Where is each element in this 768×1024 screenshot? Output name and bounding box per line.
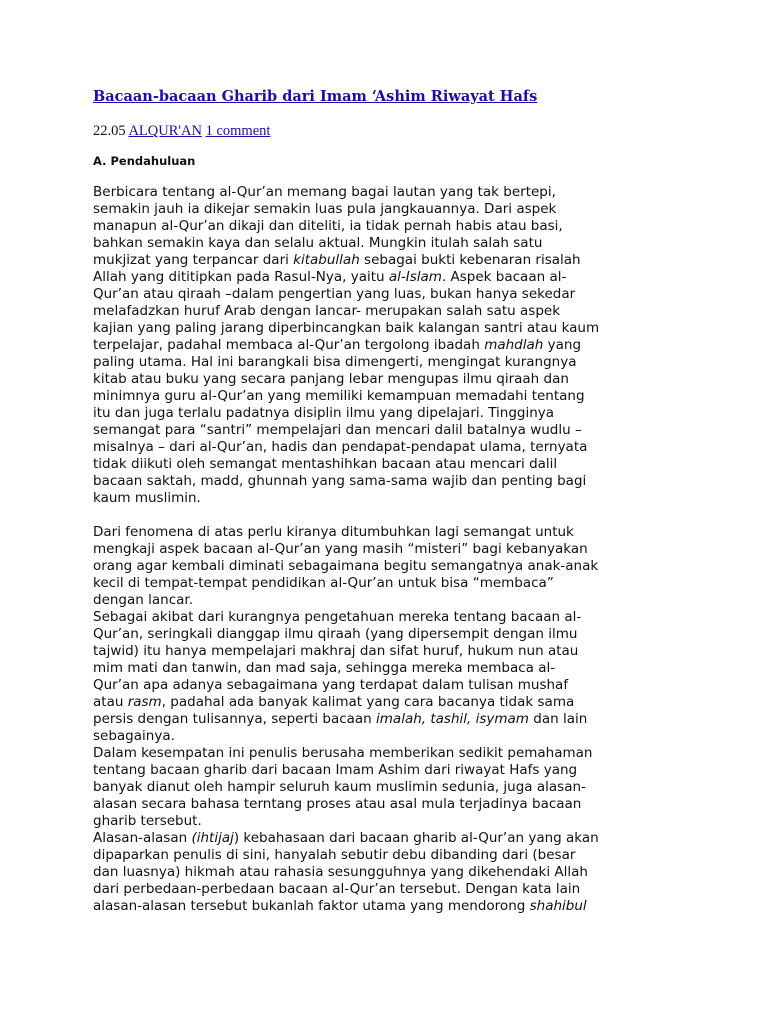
text-segment: banyak dianut oleh hampir seluruh kaum muslimin sedunia, juga alasan-	[93, 779, 586, 795]
text-line	[93, 660, 683, 677]
text-line	[93, 813, 683, 830]
text-line	[93, 286, 683, 303]
text-line	[93, 898, 683, 915]
text-segment: mukjizat yang terpancar dari	[93, 252, 294, 268]
text-line	[93, 745, 683, 762]
text-line	[93, 337, 683, 354]
text-line	[93, 609, 683, 626]
text-segment: atau	[93, 694, 128, 710]
text-line	[93, 677, 683, 694]
text-line	[93, 626, 683, 643]
italic-term: al-Islam	[388, 269, 442, 285]
text-segment: persis dengan tulisannya, seperti bacaan	[93, 711, 377, 727]
text-segment: Alasan-alasan	[93, 830, 192, 846]
text-segment: alasan secara bahasa terntang proses atau asal mula terjadinya bacaan	[93, 796, 582, 812]
text-line	[93, 881, 683, 898]
text-segment: Qur’an, seringkali dianggap ilmu qiraah (yang dipersempit dengan ilmu	[93, 626, 578, 642]
text-segment: tidak diikuti oleh semangat mentashihkan bacaan atau mencari dalil	[93, 456, 558, 472]
text-line	[93, 320, 683, 337]
italic-term: kitabullah	[293, 252, 360, 268]
text-segment: sebagai bukti kebenaran risalah	[359, 252, 581, 268]
text-segment: dari perbedaan-perbedaan bacaan al-Qur’an tersebut. Dengan kata lain	[93, 881, 581, 897]
text-segment: Allah yang dititipkan pada Rasul-Nya, yaitu	[93, 269, 389, 285]
text-segment: , padahal ada banyak kalimat yang cara bacanya tidak sama	[161, 694, 575, 710]
text-segment: terpelajar, padahal membaca al-Qur’an tergolong ibadah	[93, 337, 485, 353]
text-segment: Sebagai akibat dari kurangnya pengetahuan mereka tentang bacaan al-	[93, 609, 582, 625]
text-segment: manapun al-Qur’an dikaji dan diteliti, ia tidak pernah habis atau basi,	[93, 218, 563, 234]
text-line	[93, 422, 683, 439]
text-segment: Berbicara tentang al-Qur’an memang bagai lautan yang tak bertepi,	[93, 184, 556, 200]
text-line	[93, 524, 683, 541]
text-segment: tajwid) itu hanya mempelajari makhraj dan sifat huruf, hukum nun atau	[93, 643, 579, 659]
blog-post	[93, 88, 683, 915]
text-line	[93, 694, 683, 711]
text-line	[93, 796, 683, 813]
text-segment: minimnya guru al-Qur’an yang memiliki kemampuan memadahi tentang	[93, 388, 585, 404]
italic-term: (ihtijaj	[191, 830, 234, 846]
post-title-link[interactable]: Bacaan-bacaan Gharib dari Imam ‘Ashim Riwayat Hafs	[93, 88, 538, 105]
text-line	[93, 728, 683, 745]
italic-term: rasm	[127, 694, 162, 710]
text-line	[93, 252, 683, 269]
text-segment: kecil di tempat-tempat pendidikan al-Qur’an untuk bisa “membaca”	[93, 575, 554, 591]
text-segment: paling utama. Hal ini barangkali bisa dimengerti, mengingat kurangnya	[93, 354, 577, 370]
paragraph-phenomenon	[93, 524, 683, 915]
text-segment: melafadzkan huruf Arab dengan lancar- merupakan salah satu aspek	[93, 303, 561, 319]
text-segment: itu dan juga terlalu padatnya disiplin ilmu yang dipelajari. Tingginya	[93, 405, 555, 421]
text-segment: mim mati dan tanwin, dan mad saja, sehingga mereka membaca al-	[93, 660, 556, 676]
text-segment: kajian yang paling jarang diperbincangkan baik kalangan santri atau kaum	[93, 320, 600, 336]
text-segment: gharib tersebut.	[93, 813, 202, 829]
text-line	[93, 864, 683, 881]
text-segment: semakin jauh ia dikejar semakin luas pula jangkauannya. Dari aspek	[93, 201, 557, 217]
text-line	[93, 643, 683, 660]
text-line	[93, 473, 683, 490]
text-line	[93, 235, 683, 252]
text-line	[93, 371, 683, 388]
post-time: 22.05	[93, 123, 126, 139]
text-line	[93, 405, 683, 422]
text-line	[93, 558, 683, 575]
text-segment: Dari fenomena di atas perlu kiranya ditumbuhkan lagi semangat untuk	[93, 524, 574, 540]
text-line	[93, 218, 683, 235]
text-line	[93, 201, 683, 218]
text-line	[93, 303, 683, 320]
text-segment: dipaparkan penulis di sini, hanyalah sebutir debu dibanding dari (besar	[93, 847, 576, 863]
text-line	[93, 711, 683, 728]
text-line	[93, 847, 683, 864]
text-line	[93, 490, 683, 507]
post-meta	[93, 123, 683, 140]
text-segment: ) kebahasaan dari bacaan gharib al-Qur’an yang akan	[233, 830, 599, 846]
text-line	[93, 575, 683, 592]
text-line	[93, 592, 683, 609]
text-segment: Qur’an atau qiraah –dalam pengertian yang luas, bukan hanya sekedar	[93, 286, 576, 302]
text-segment: Qur’an apa adanya sebagaimana yang terdapat dalam tulisan mushaf	[93, 677, 569, 693]
text-segment: mengkaji aspek bacaan al-Qur’an yang masih “misteri” bagi kebanyakan	[93, 541, 588, 557]
text-segment: orang agar kembali diminati sebagaimana begitu semangatnya anak-anak	[93, 558, 599, 574]
post-body	[93, 184, 683, 915]
text-line	[93, 269, 683, 286]
text-line	[93, 541, 683, 558]
text-segment: kaum muslimin.	[93, 490, 201, 506]
text-segment: dan luasnya) hikmah atau rahasia sesungguhnya yang dikehendaki Allah	[93, 864, 588, 880]
text-line	[93, 439, 683, 456]
text-line	[93, 456, 683, 473]
text-line	[93, 388, 683, 405]
text-segment: alasan-alasan tersebut bukanlah faktor utama yang mendorong	[93, 898, 530, 914]
italic-term: shahibul	[529, 898, 587, 914]
italic-term: imalah, tashil, isymam	[376, 711, 529, 727]
text-line	[93, 354, 683, 371]
text-segment: dengan lancar.	[93, 592, 193, 608]
text-segment: . Aspek bacaan al-	[441, 269, 567, 285]
text-segment: kitab atau buku yang secara panjang lebar mengupas ilmu qiraah dan	[93, 371, 569, 387]
text-segment: tentang bacaan gharib dari bacaan Imam Ashim dari riwayat Hafs yang	[93, 762, 578, 778]
italic-term: mahdlah	[484, 337, 544, 353]
text-segment: yang	[543, 337, 582, 353]
category-link[interactable]: ALQUR'AN	[128, 123, 202, 139]
text-segment: dan lain	[528, 711, 588, 727]
text-segment: semangat para “santri” mempelajari dan mencari dalil batalnya wudlu –	[93, 422, 582, 438]
text-segment: bahkan semakin kaya dan selalu aktual. Mungkin itulah salah satu	[93, 235, 543, 251]
section-heading: A. Pendahuluan	[93, 154, 196, 168]
text-segment: misalnya – dari al-Qur’an, hadis dan pendapat-pendapat ulama, ternyata	[93, 439, 588, 455]
text-line	[93, 830, 683, 847]
text-line	[93, 184, 683, 201]
text-segment: sebagainya.	[93, 728, 175, 744]
paragraph-intro	[93, 184, 683, 507]
text-segment: Dalam kesempatan ini penulis berusaha memberikan sedikit pemahaman	[93, 745, 593, 761]
comments-link[interactable]: 1 comment	[205, 123, 271, 139]
text-line	[93, 762, 683, 779]
text-line	[93, 779, 683, 796]
text-segment: bacaan saktah, madd, ghunnah yang sama-sama wajib dan penting bagi	[93, 473, 587, 489]
